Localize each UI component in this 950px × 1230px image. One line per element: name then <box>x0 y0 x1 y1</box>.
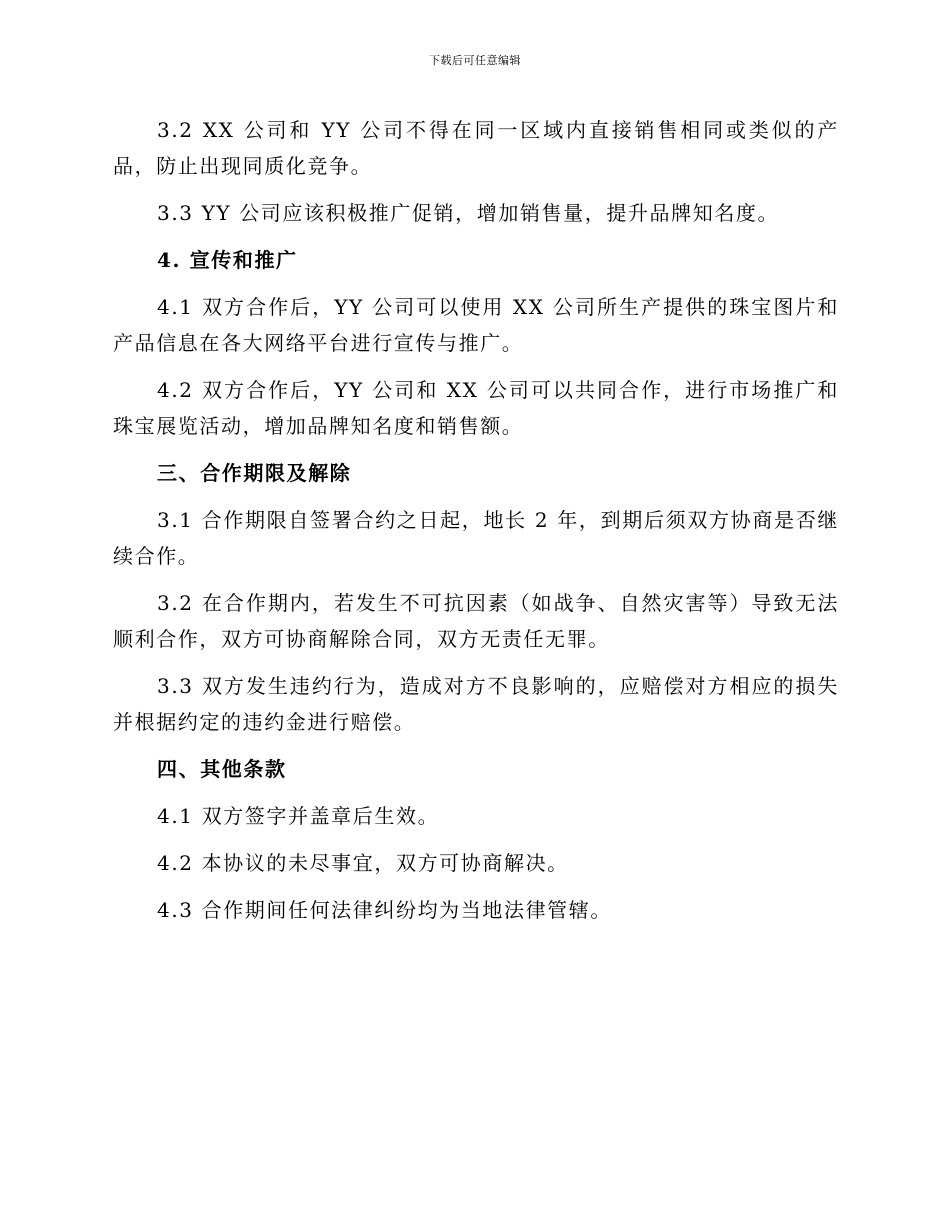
clause-3-1-term: 3.1 合作期限自签署合约之日起，地长 2 年，到期后须双方协商是否继续合作。 <box>113 508 839 568</box>
section-heading-other-terms: 四、其他条款 <box>157 757 287 781</box>
clause-4-2-joint-marketing: 4.2 双方合作后，YY 公司和 XX 公司可以共同合作，进行市场推广和珠宝展览活动，增加品牌知名度和销售额。 <box>113 378 839 438</box>
clause-3-2-no-direct-competition: 3.2 XX 公司和 YY 公司不得在同一区域内直接销售相同或类似的产品，防止出现同质化竞争。 <box>113 118 839 178</box>
clause-3-3-promotion: 3.3 YY 公司应该积极推广促销，增加销售量，提升品牌知名度。 <box>157 201 780 225</box>
clause-3-2-force-majeure: 3.2 在合作期内，若发生不可抗因素（如战争、自然灾害等）导致无法顺利合作，双方可协商解除合同，双方无责任无罪。 <box>113 591 839 651</box>
clause-4-1-effective: 4.1 双方签字并盖章后生效。 <box>157 804 440 828</box>
clause-4-1-online-promotion: 4.1 双方合作后，YY 公司可以使用 XX 公司所生产提供的珠宝图片和产品信息在各大网络平台进行宣传与推广。 <box>113 295 839 355</box>
section-heading-promotion: 4. 宣传和推广 <box>157 248 298 272</box>
page-header: 下载后可任意编辑 <box>429 54 521 67</box>
document-body <box>113 112 839 939</box>
clause-4-3-jurisdiction: 4.3 合作期间任何法律纠纷均为当地法律管辖。 <box>157 898 612 922</box>
clause-4-2-unresolved-matters: 4.2 本协议的未尽事宜，双方可协商解决。 <box>157 851 569 875</box>
section-heading-term-termination: 三、合作期限及解除 <box>157 461 352 485</box>
clause-3-3-breach: 3.3 双方发生违约行为，造成对方不良影响的，应赔偿对方相应的损失并根据约定的违约金进行赔偿。 <box>113 674 839 734</box>
